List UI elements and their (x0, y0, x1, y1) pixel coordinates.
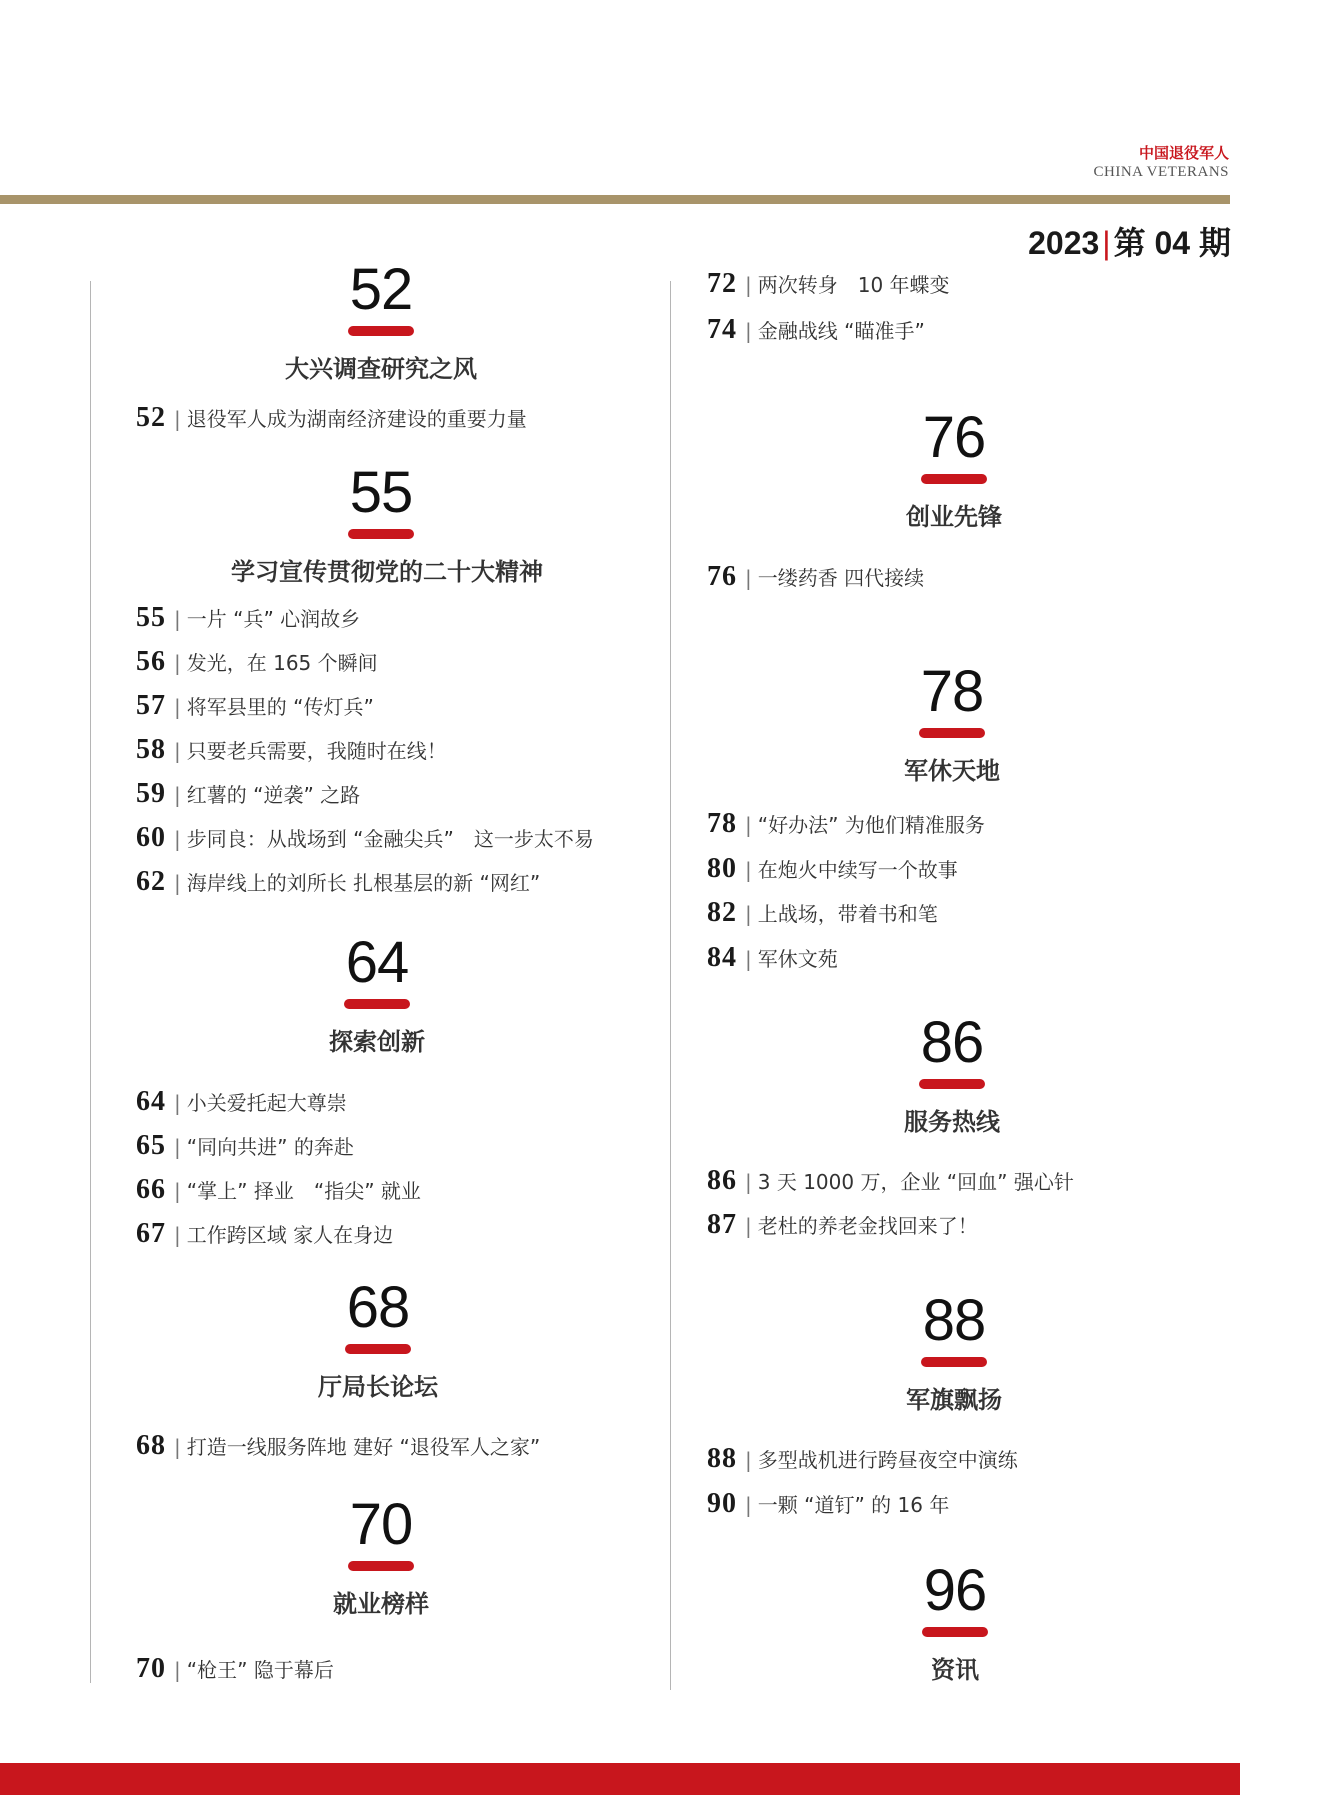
toc-item-72[interactable] (707, 268, 950, 300)
article-title: 金融战线 “瞄准手” (757, 319, 925, 343)
section-number: 68 (346, 1275, 410, 1340)
issue-label (1028, 218, 1231, 264)
section-underline (921, 1357, 987, 1367)
item-separator: | (745, 858, 752, 882)
page-number: 78 (707, 808, 737, 839)
article-title: 上战场，带着书和笔 (757, 902, 938, 926)
section-title: 厅局长论坛 (318, 1373, 438, 1401)
item-separator: | (745, 1448, 752, 1472)
article-title: 一缕药香 四代接续 (757, 566, 925, 590)
toc-item-67[interactable] (136, 1218, 393, 1250)
item-separator: | (745, 273, 752, 297)
brand-name-en: CHINA VETERANS (1093, 164, 1229, 180)
section-78 (802, 659, 1102, 786)
article-title: 在炮火中续写一个故事 (757, 858, 958, 882)
article-title: 将军县里的 “传灯兵” (186, 695, 374, 719)
item-separator: | (174, 783, 181, 807)
page-number: 55 (136, 602, 166, 633)
article-title: 3 天 1000 万，企业 “回血” 强心针 (757, 1170, 1074, 1194)
item-separator: | (745, 813, 752, 837)
item-separator: | (174, 651, 181, 675)
item-separator: | (174, 871, 181, 895)
item-separator: | (174, 695, 181, 719)
article-title: 退役军人成为湖南经济建设的重要力量 (186, 407, 527, 431)
page-number: 87 (707, 1209, 737, 1240)
section-64 (227, 930, 527, 1057)
section-title: 探索创新 (329, 1028, 425, 1056)
section-number: 52 (349, 257, 413, 322)
article-title: 红薯的 “逆袭” 之路 (186, 783, 361, 807)
article-title: 工作跨区域 家人在身边 (186, 1223, 394, 1247)
toc-item-74[interactable] (707, 314, 925, 346)
section-88 (804, 1288, 1104, 1415)
brand-name-cn: 中国退役军人 (1138, 144, 1229, 162)
article-title: “枪王” 隐于幕后 (186, 1658, 334, 1682)
article-title: 步同良：从战场到 “金融尖兵” 这一步太不易 (186, 827, 594, 851)
toc-item-66[interactable] (136, 1174, 421, 1206)
item-separator: | (745, 566, 752, 590)
section-title: 就业榜样 (333, 1590, 429, 1618)
item-separator: | (745, 947, 752, 971)
page-number: 52 (136, 402, 166, 433)
item-separator: | (745, 1493, 752, 1517)
article-title: 一片 “兵” 心润故乡 (186, 607, 361, 631)
item-separator: | (174, 1223, 181, 1247)
article-title: 只要老兵需要，我随时在线！ (186, 739, 447, 763)
page-number: 88 (707, 1443, 737, 1474)
article-title: 多型战机进行跨昼夜空中演练 (757, 1448, 1018, 1472)
item-separator: | (174, 1091, 181, 1115)
page-number: 86 (707, 1165, 737, 1196)
section-underline (348, 1561, 414, 1571)
item-separator: | (745, 902, 752, 926)
page-number: 70 (136, 1653, 166, 1684)
section-underline (919, 1079, 985, 1089)
article-title: “同向共进” 的奔赴 (186, 1135, 354, 1159)
section-underline (348, 326, 414, 336)
toc-item-64[interactable] (136, 1086, 347, 1118)
article-title: 一颗 “道钉” 的 16 年 (757, 1493, 950, 1517)
section-number: 70 (349, 1492, 413, 1557)
toc-item-58[interactable] (136, 734, 447, 766)
page-number: 59 (136, 778, 166, 809)
item-separator: | (174, 407, 181, 431)
issue-number: 第 04 期 (1113, 225, 1231, 261)
article-title: 小关爱托起大尊崇 (186, 1091, 347, 1115)
toc-item-84[interactable] (707, 942, 838, 974)
article-title: 两次转身 10 年蝶变 (757, 273, 950, 297)
toc-item-80[interactable] (707, 853, 958, 885)
page-number: 84 (707, 942, 737, 973)
toc-item-90[interactable] (707, 1488, 949, 1520)
section-title: 服务热线 (904, 1108, 1000, 1136)
article-title: 打造一线服务阵地 建好 “退役军人之家” (186, 1435, 541, 1459)
section-number: 96 (923, 1558, 987, 1623)
article-title: “掌上” 择业 “指尖” 就业 (186, 1179, 421, 1203)
item-separator: | (745, 1214, 752, 1238)
toc-item-56[interactable] (136, 646, 378, 678)
toc-item-78[interactable] (707, 808, 985, 840)
toc-item-59[interactable] (136, 778, 360, 810)
section-underline (344, 999, 410, 1009)
toc-item-82[interactable] (707, 897, 938, 929)
section-number: 64 (345, 930, 409, 995)
section-55 (231, 460, 543, 587)
section-68 (228, 1275, 528, 1402)
section-underline (922, 1627, 988, 1637)
toc-item-87[interactable] (707, 1209, 978, 1241)
section-underline (921, 474, 987, 484)
toc-item-88[interactable] (707, 1443, 1018, 1475)
toc-item-60[interactable] (136, 822, 594, 854)
section-title: 创业先锋 (906, 503, 1002, 531)
item-separator: | (174, 1135, 181, 1159)
item-separator: | (174, 607, 181, 631)
page-number: 67 (136, 1218, 166, 1249)
toc-item-68[interactable] (136, 1430, 540, 1462)
section-52 (231, 257, 531, 384)
page-number: 65 (136, 1130, 166, 1161)
toc-item-57[interactable] (136, 690, 374, 722)
page-number: 74 (707, 314, 737, 345)
toc-item-86[interactable] (707, 1165, 1074, 1197)
item-separator: | (174, 1179, 181, 1203)
section-title: 大兴调查研究之风 (285, 355, 477, 383)
article-title: “好办法” 为他们精准服务 (757, 813, 985, 837)
item-separator: | (174, 1435, 181, 1459)
item-separator: | (174, 1658, 181, 1682)
page-number: 68 (136, 1430, 166, 1461)
page-number: 80 (707, 853, 737, 884)
section-number: 86 (920, 1010, 984, 1075)
section-76 (804, 405, 1104, 532)
page-number: 66 (136, 1174, 166, 1205)
section-underline (345, 1344, 411, 1354)
page-number: 90 (707, 1488, 737, 1519)
article-title: 老杜的养老金找回来了！ (757, 1214, 978, 1238)
section-title: 军休天地 (904, 757, 1000, 785)
item-separator: | (174, 827, 181, 851)
masthead-brand (1094, 143, 1229, 181)
section-title: 学习宣传贯彻党的二十大精神 (231, 558, 543, 586)
section-underline (348, 529, 414, 539)
toc-item-52[interactable] (136, 402, 527, 434)
page-number: 62 (136, 866, 166, 897)
section-number: 55 (349, 460, 413, 525)
section-title: 军旗飘扬 (906, 1386, 1002, 1414)
footer-band (0, 1763, 1240, 1795)
section-number: 76 (922, 405, 986, 470)
page-number: 76 (707, 561, 737, 592)
header-divider (0, 195, 1230, 204)
section-number: 78 (920, 659, 984, 724)
center-rule (670, 281, 671, 1690)
page-number: 58 (136, 734, 166, 765)
item-separator: | (174, 739, 181, 763)
toc-item-62[interactable] (136, 866, 540, 898)
page-number: 56 (136, 646, 166, 677)
left-rule (90, 281, 91, 1683)
section-number: 88 (922, 1288, 986, 1353)
toc-item-55[interactable] (136, 602, 360, 634)
section-86 (802, 1010, 1102, 1137)
section-underline (919, 728, 985, 738)
toc-item-65[interactable] (136, 1130, 354, 1162)
article-title: 军休文苑 (757, 947, 838, 971)
page-number: 64 (136, 1086, 166, 1117)
issue-separator: | (1102, 225, 1111, 261)
article-title: 海岸线上的刘所长 扎根基层的新 “网红” (186, 871, 541, 895)
item-separator: | (745, 319, 752, 343)
page-number: 72 (707, 268, 737, 299)
item-separator: | (745, 1170, 752, 1194)
article-title: 发光，在 165 个瞬间 (186, 651, 378, 675)
section-96 (805, 1558, 1105, 1685)
toc-item-76[interactable] (707, 561, 924, 593)
issue-year: 2023 (1028, 225, 1100, 261)
section-title: 资讯 (931, 1656, 979, 1684)
page-number: 82 (707, 897, 737, 928)
page-number: 60 (136, 822, 166, 853)
toc-item-70[interactable] (136, 1653, 334, 1685)
section-70 (231, 1492, 531, 1619)
page-number: 57 (136, 690, 166, 721)
